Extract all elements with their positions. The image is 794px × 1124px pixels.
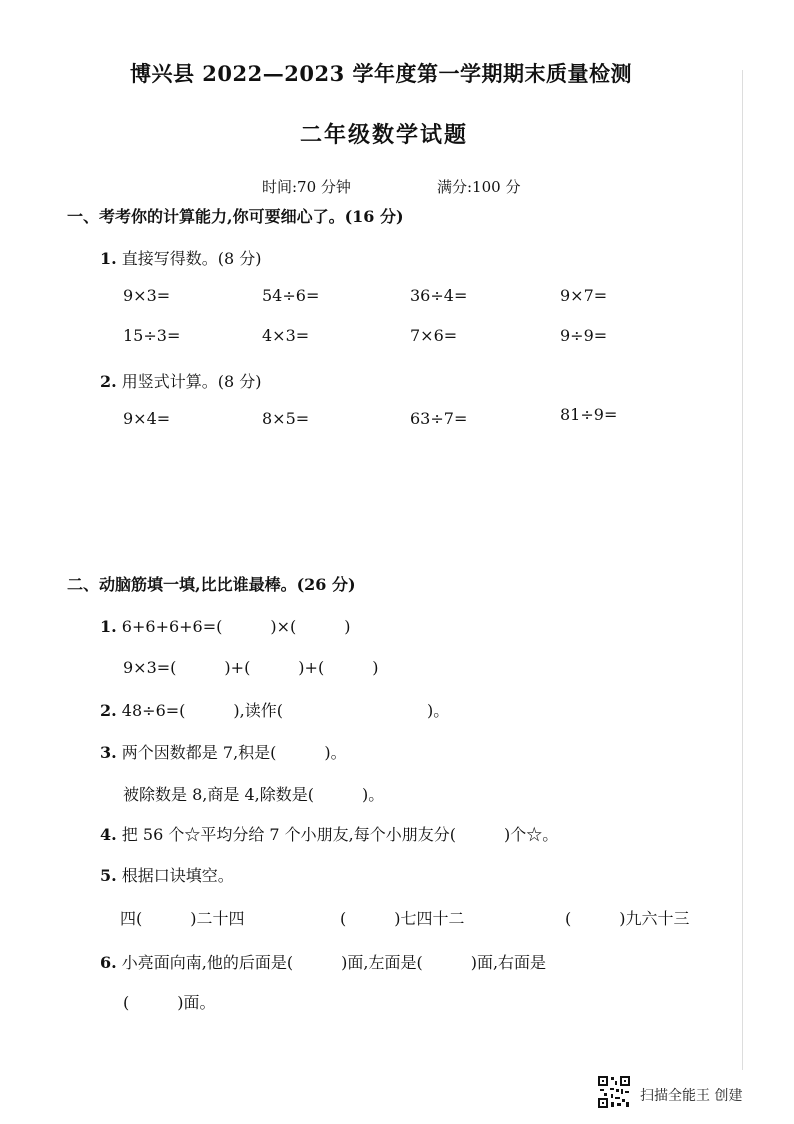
footer-watermark: 扫描全能王 创建 bbox=[640, 1088, 743, 1104]
s2-q2 bbox=[100, 698, 449, 721]
calc-item: 7×6= bbox=[410, 326, 458, 345]
s2-q5 bbox=[100, 863, 234, 886]
vertical-calc-item: 9×4= bbox=[123, 409, 171, 428]
qr-code-icon bbox=[597, 1075, 631, 1109]
s1-q2-number: 2. bbox=[100, 372, 117, 391]
s2-q6-number: 6. bbox=[100, 953, 117, 972]
s2-q4-number: 4. bbox=[100, 825, 117, 844]
s2-q1-line2: 9×3=( )+( )+( ) bbox=[123, 658, 379, 677]
rhyme-item: ( )九六十三 bbox=[565, 909, 690, 928]
calc-item: 9×7= bbox=[560, 286, 608, 305]
vertical-calc-item: 63÷7= bbox=[410, 409, 468, 428]
exam-title: 博兴县 2022—2023 学年度第一学期期末质量检测 bbox=[130, 61, 633, 86]
s2-q5-number: 5. bbox=[100, 866, 117, 885]
calc-item: 9×3= bbox=[123, 286, 171, 305]
s2-q5-text: 根据口诀填空。 bbox=[121, 866, 234, 885]
s2-q1-number: 1. bbox=[100, 617, 117, 636]
exam-score: 满分:100 分 bbox=[437, 178, 521, 196]
exam-subtitle: 二年级数学试题 bbox=[300, 122, 469, 148]
calc-item: 54÷6= bbox=[262, 286, 320, 305]
s2-q2-number: 2. bbox=[100, 701, 117, 720]
calc-item: 9÷9= bbox=[560, 326, 608, 345]
s2-q6-line1 bbox=[100, 950, 546, 973]
s2-q3-number: 3. bbox=[100, 743, 117, 762]
calc-item: 36÷4= bbox=[410, 286, 468, 305]
s2-q4-text: 把 56 个☆平均分给 7 个小朋友,每个小朋友分( )个☆。 bbox=[121, 825, 559, 844]
s2-q3-text1: 两个因数都是 7,积是( )。 bbox=[121, 743, 347, 762]
s2-q2-text: 48÷6=( ),读作( )。 bbox=[121, 701, 450, 720]
calc-item: 4×3= bbox=[262, 326, 310, 345]
s2-q1-text1: 6+6+6+6=( )×( ) bbox=[121, 617, 351, 636]
s1-q1-text: 直接写得数。(8 分) bbox=[121, 249, 262, 268]
rhyme-item: ( )七四十二 bbox=[340, 909, 465, 928]
s2-q4 bbox=[100, 822, 558, 845]
s2-q1-line1 bbox=[100, 614, 351, 637]
s1-q2 bbox=[100, 369, 262, 392]
s2-q6-line2: ( )面。 bbox=[123, 993, 216, 1012]
s2-q6-text1: 小亮面向南,他的后面是( )面,左面是( )面,右面是 bbox=[121, 953, 547, 972]
section2-heading: 二、动脑筋填一填,比比谁最棒。(26 分) bbox=[67, 575, 356, 594]
rhyme-item: 四( )二十四 bbox=[120, 909, 245, 928]
s1-q2-text: 用竖式计算。(8 分) bbox=[121, 372, 262, 391]
vertical-calc-item: 8×5= bbox=[262, 409, 310, 428]
s1-q1-number: 1. bbox=[100, 249, 117, 268]
s2-q3-line1 bbox=[100, 740, 347, 763]
vertical-calc-item: 81÷9= bbox=[560, 405, 618, 424]
s1-q1 bbox=[100, 246, 262, 269]
section1-heading: 一、考考你的计算能力,你可要细心了。(16 分) bbox=[67, 207, 404, 226]
s2-q3-line2: 被除数是 8,商是 4,除数是( )。 bbox=[123, 785, 385, 804]
calc-item: 15÷3= bbox=[123, 326, 181, 345]
exam-time: 时间:70 分钟 bbox=[262, 178, 351, 196]
